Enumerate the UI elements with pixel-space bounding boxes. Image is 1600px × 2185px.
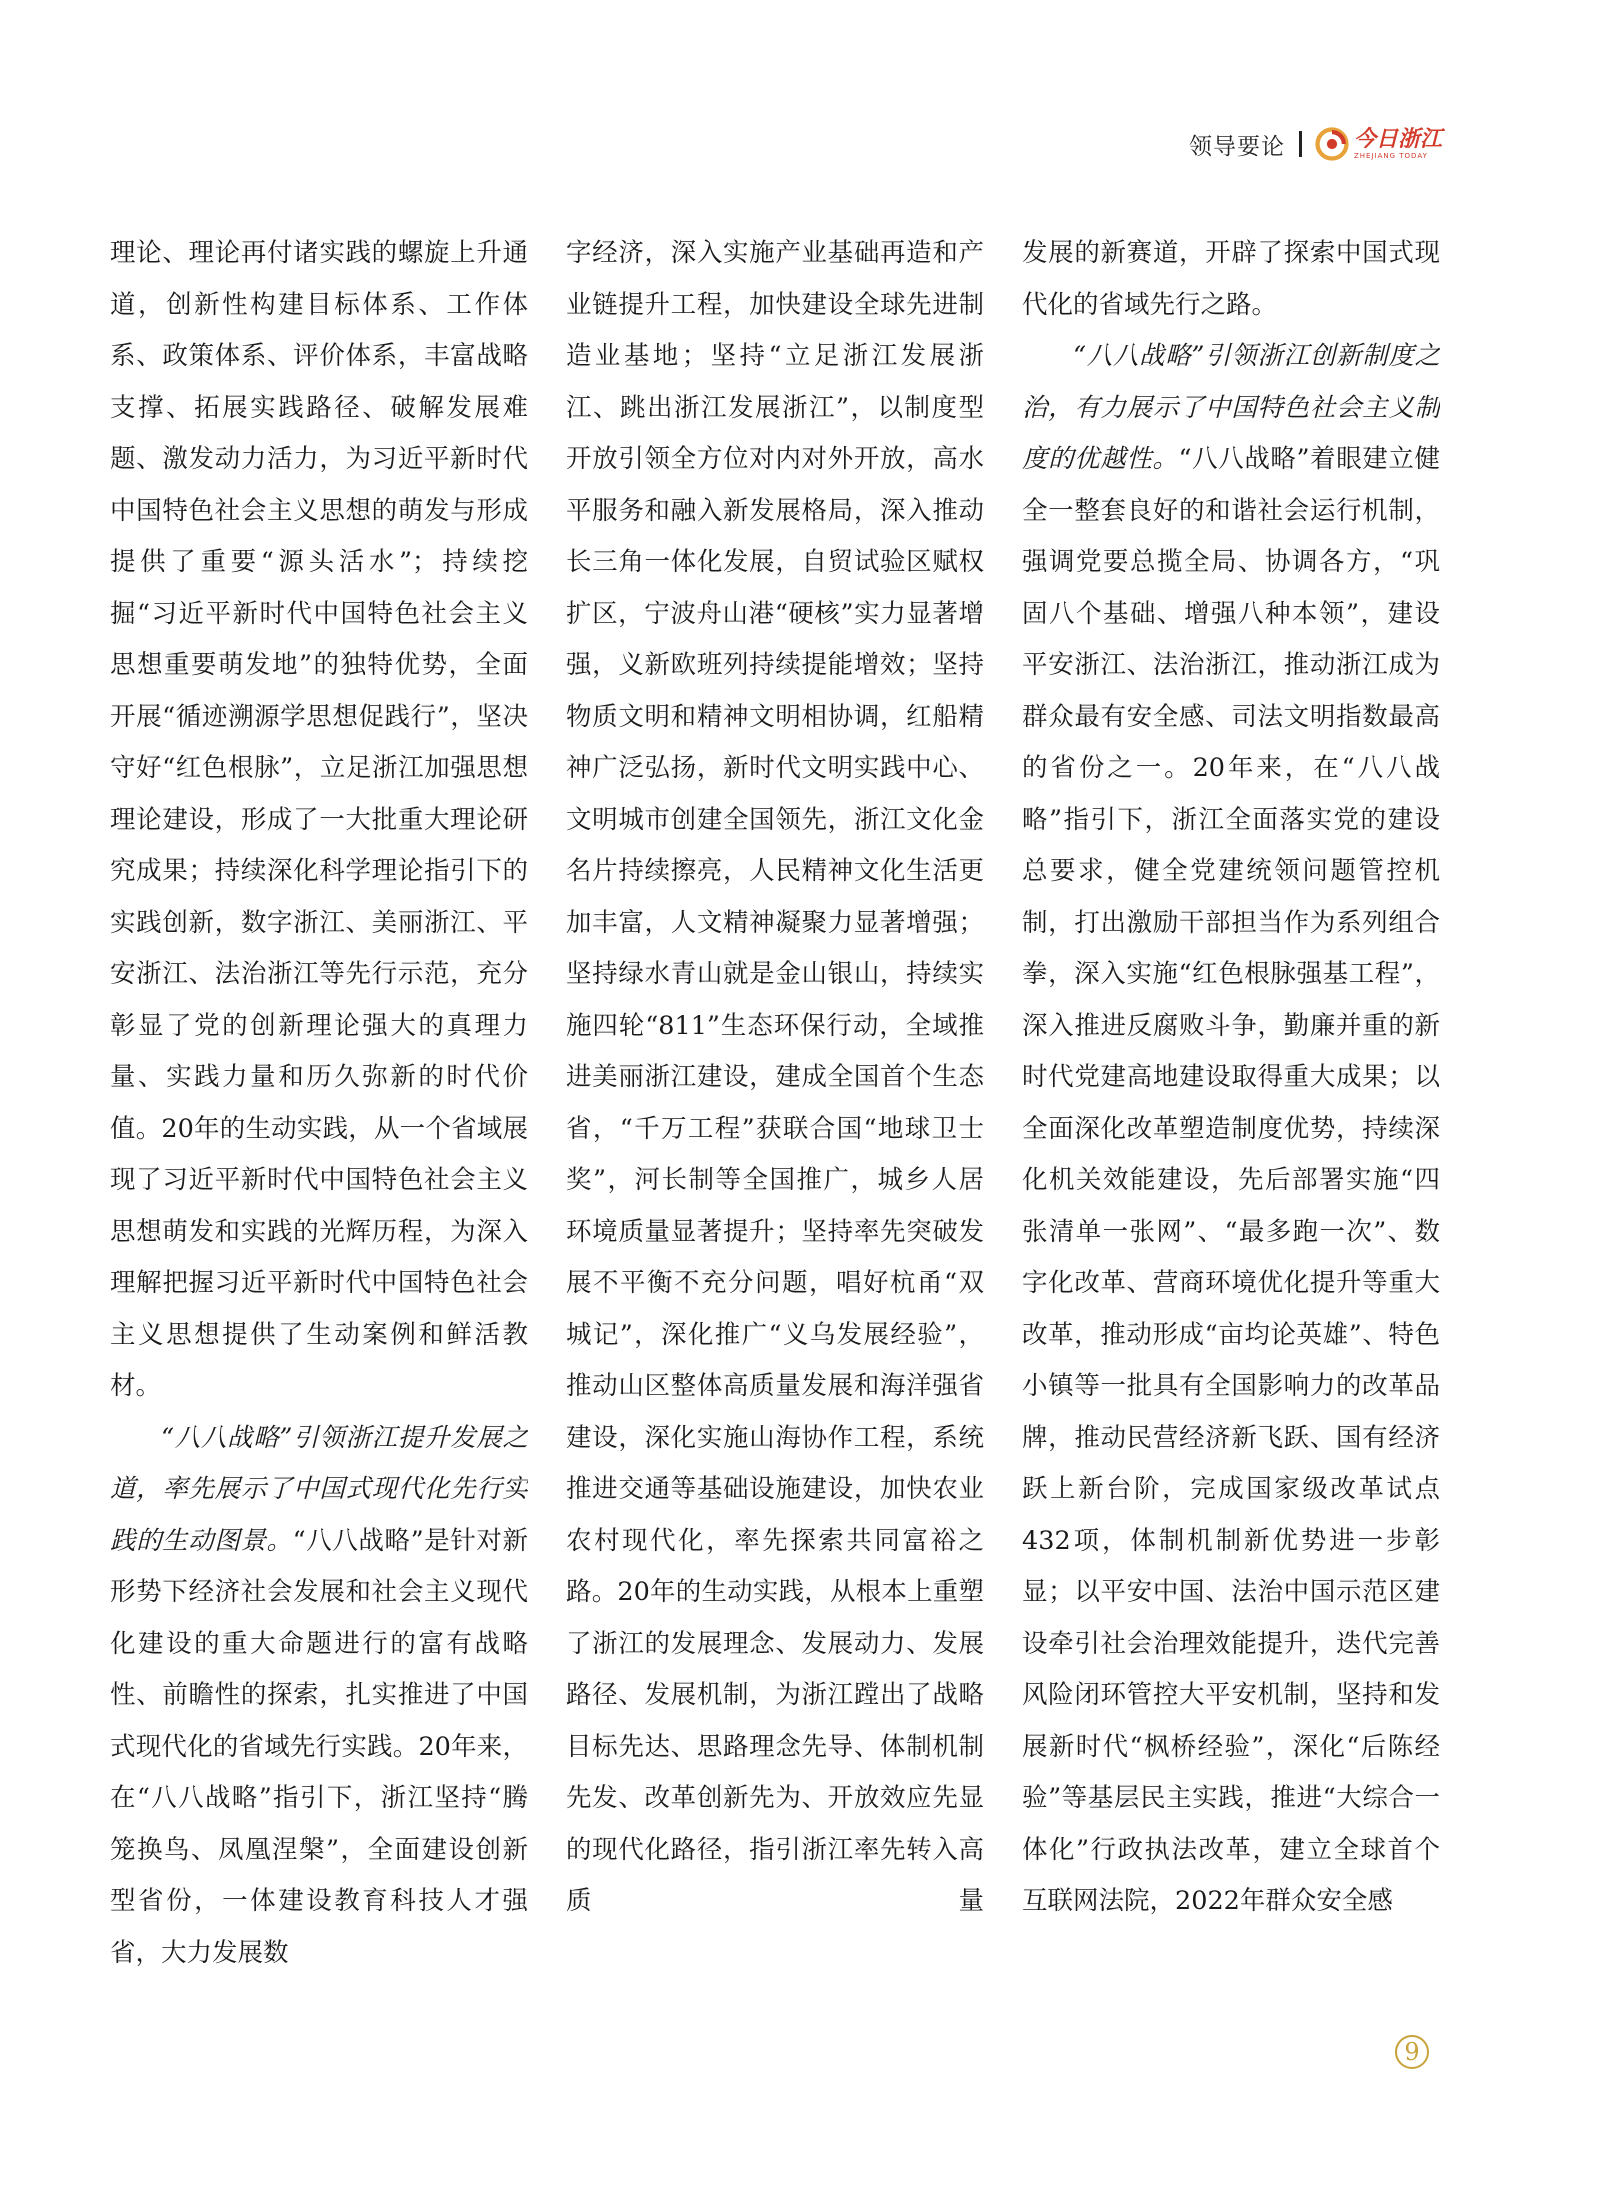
paragraph: 发展的新赛道，开辟了探索中国式现代化的省域先行之路。 [1022,238,1440,320]
page-number: 9 [1395,2035,1429,2069]
column-1 [110,228,528,1988]
page-header [1189,122,1442,166]
paragraph: “八八战略”引领浙江提升发展之道，率先展示了中国式现代化先行实践的生动图景。 [110,1422,528,1556]
paragraph-group [1022,331,1440,1928]
logo-english: ZHEJIANG TODAY [1353,151,1428,160]
logo-chinese: 今日浙江 [1353,126,1442,152]
magazine-logo [1315,127,1442,161]
article-body [110,228,1440,1988]
paragraph: 字经济，深入实施产业基础再造和产业链提升工程，加快建设全球先进制造业基地；坚持“立足浙江发展浙江、跳出浙江发展浙江”，以制度型开放引领全方位对内对外开放，高水平服务和融入新发展格局，深入推动长三角一体化发展，自贸试验区赋权扩区，宁波舟山港“硬核”实力显著增强，义新欧班列持续提能增效；坚持物质文明和精神文明相协调，红船精神广泛弘扬，新时代文明实践中心、文明城市创建全国领先，浙江文化金名片持续擦亮，人民精神文化生活更加丰富，人文精神凝聚力显著增强；坚持绿水青山就是金山银山，持续实施四轮“811”生态环保行动，全域推进美丽浙江建设，建成全国首个生态省，“千万工程”获联合国“地球卫士奖”，河长制等全国推广，城乡人居环境质量显著提升；坚持率先突破发展不平衡不充分问题，唱好杭甬“双城记”，深化推广“义乌发展经验”，推动山区整体高质量发展和海洋强省建设，深化实施山海协作工程，系统推进交通等基础设施建设，加快农业农村现代化，率先探索共同富裕之路。20年的生动实践，从根本上重塑了浙江的发展理念、发展动力、发展路径、发展机制，为浙江蹚出了战略目标先达、思路理念先导、体制机制先发、改革创新先为、开放效应先显的现代化路径，指引浙江率先转入高质量 [566,238,984,1916]
paragraph: “八八战略”引领浙江创新制度之治，有力展示了中国特色社会主义制度的优越性。 [1022,341,1440,474]
logo-swirl-icon [1315,127,1349,161]
paragraph: “八八战略”着眼建立健全一整套良好的和谐社会运行机制，强调党要总揽全局、协调各方，“巩固八个基础、增强八种本领”，建设平安浙江、法治浙江，推动浙江成为群众最有安全感、司法文明指数最高的省份之一。20年来，在“八八战略”指引下，浙江全面落实党的建设总要求，健全党建统领问题管控机制，打出激励干部担当作为系列组合拳，深入实施“红色根脉强基工程”，深入推进反腐败斗争，勤廉并重的新时代党建高地建设取得重大成果；以全面深化改革塑造制度优势，持续深化机关效能建设，先后部署实施“四张清单一张网”、“最多跑一次”、数字化改革、营商环境优化提升等重大改革，推动形成“亩均论英雄”、特色小镇等一批具有全国影响力的改革品牌，推动民营经济新飞跃、国有经济跃上新台阶，完成国家级改革试点432项，体制机制新优势进一步彰显；以平安中国、法治中国示范区建设牵引社会治理效能提升，迭代完善风险闭环管控大平安机制，坚持和发展新时代“枫桥经验”，深化“后陈经验”等基层民主实践，推进“大综合一体化”行政执法改革，建立全球首个互联网法院，2022年群众安全感 [1022,444,1440,1916]
column-2 [566,228,984,1988]
paragraph: “八八战略”是针对新形势下经济社会发展和社会主义现代化建设的重大命题进行的富有战略性、前瞻性的探索，扎实推进了中国式现代化的省域先行实践。20年来，在“八八战略”指引下，浙江坚持“腾笼换鸟、凤凰涅槃”，全面建设创新型省份，一体建设教育科技人才强省，大力发展数 [110,1525,528,1968]
logo-text [1353,126,1442,160]
paragraph: 理论、理论再付诸实践的螺旋上升通道，创新性构建目标体系、工作体系、政策体系、评价体系，丰富战略支撑、拓展实践路径、破解发展难题、激发动力活力，为习近平新时代中国特色社会主义思想的萌发与形成提供了重要“源头活水”；持续挖掘“习近平新时代中国特色社会主义思想重要萌发地”的独特优势，全面开展“循迹溯源学思想促践行”，坚决守好“红色根脉”，立足浙江加强思想理论建设，形成了一大批重大理论研究成果；持续深化科学理论指引下的实践创新，数字浙江、美丽浙江、平安浙江、法治浙江等先行示范，充分彰显了党的创新理论强大的真理力量、实践力量和历久弥新的时代价值。20年的生动实践，从一个省域展现了习近平新时代中国特色社会主义思想萌发和实践的光辉历程，为深入理解把握习近平新时代中国特色社会主义思想提供了生动案例和鲜活教材。 [110,238,528,1401]
section-label: 领导要论 [1188,133,1285,160]
header-divider [1299,131,1302,157]
paragraph-group [110,1413,528,1980]
column-3 [1022,228,1440,1988]
